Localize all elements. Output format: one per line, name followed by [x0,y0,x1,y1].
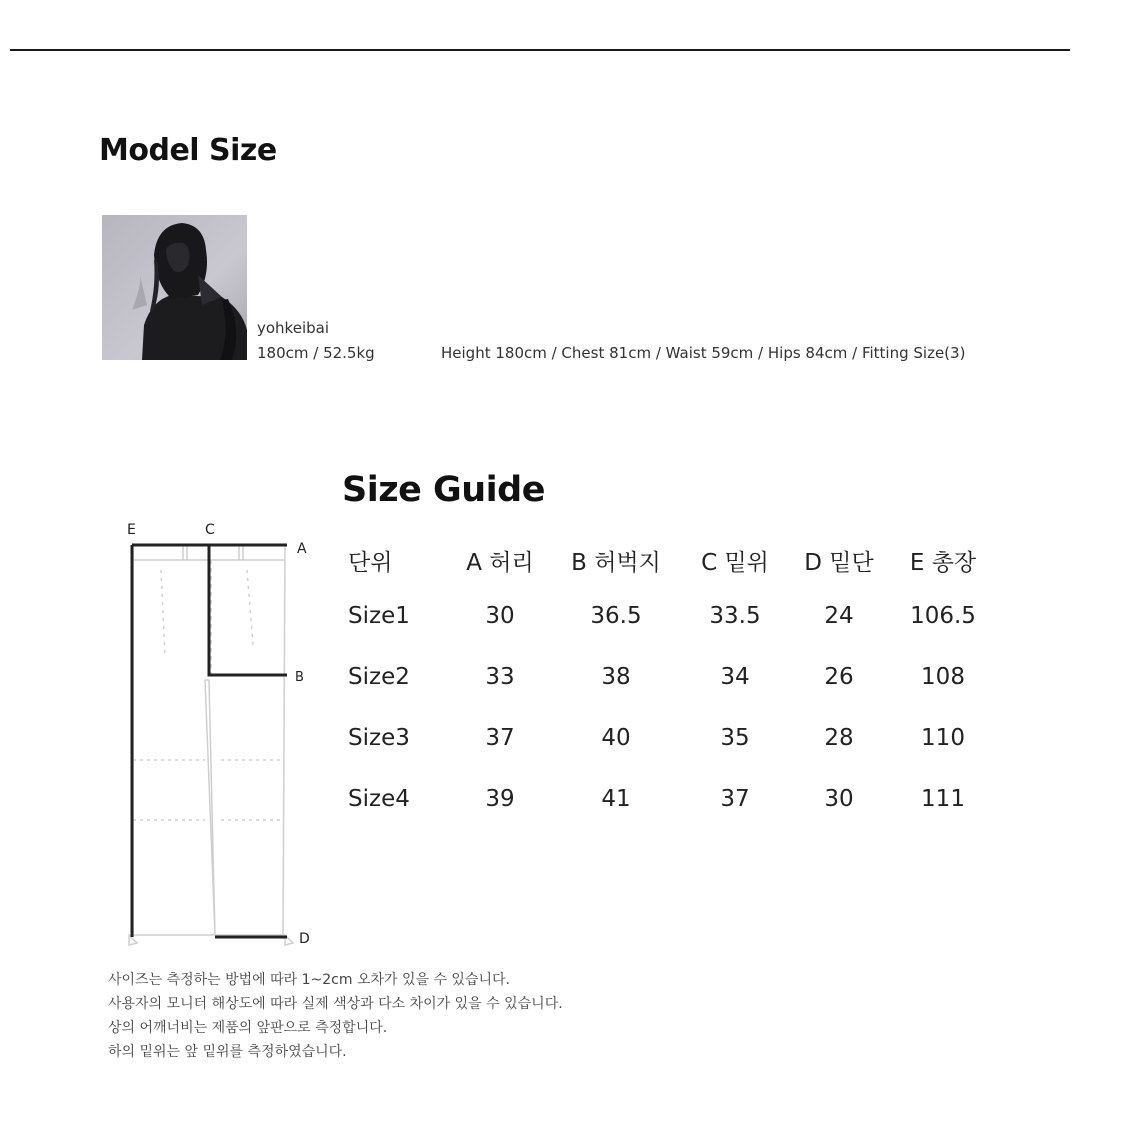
diagram-label-b: B [295,670,304,685]
size-table [340,535,998,829]
note-item: 하의 밑위는 앞 밑위를 측정하였습니다. [108,1044,347,1060]
header-unit: 단위 [348,549,393,576]
table-cell: 108 [921,663,965,690]
note-item: 상의 어깨너비는 제품의 앞판으로 측정합니다. [108,1020,388,1036]
size-label: Size4 [348,785,410,812]
size-label: Size1 [348,602,410,629]
pants-measurement-diagram [115,515,320,955]
header-hem: D 밑단 [804,549,874,576]
table-cell: 33 [485,663,515,690]
table-row [340,585,998,646]
table-cell: 34 [720,663,750,690]
model-size-title: Model Size [99,133,277,168]
size-table-header-row [340,535,998,585]
table-cell: 38 [601,663,631,690]
note-item: 사용자의 모니터 해상도에 따라 실제 색상과 다소 차이가 있을 수 있습니다. [108,996,563,1012]
table-cell: 24 [824,602,854,629]
model-name: yohkeibai [257,319,329,337]
size-label: Size2 [348,663,410,690]
size-label: Size3 [348,724,410,751]
diagram-label-c: C [205,522,215,538]
note-item: 사이즈는 측정하는 방법에 따라 1~2cm 오차가 있을 수 있습니다. [108,972,510,988]
header-thigh: B 허벅지 [571,549,661,576]
table-cell: 33.5 [709,602,761,629]
size-notes [108,968,563,1064]
header-length: E 총장 [909,549,977,576]
table-cell: 26 [824,663,854,690]
table-row [340,707,998,768]
model-measurements: Height 180cm / Chest 81cm / Waist 59cm / Hips 84cm / Fitting Size(3) [441,344,966,362]
table-cell: 35 [720,724,750,751]
table-cell: 37 [485,724,515,751]
table-cell: 30 [824,785,854,812]
table-cell: 28 [824,724,854,751]
table-cell: 110 [921,724,965,751]
table-cell: 41 [601,785,631,812]
table-cell: 111 [921,785,965,812]
table-cell: 106.5 [910,602,976,629]
table-cell: 37 [720,785,750,812]
top-divider [10,49,1070,51]
table-row [340,768,998,829]
model-height-weight: 180cm / 52.5kg [257,344,375,362]
size-guide-title: Size Guide [342,470,545,510]
diagram-label-e: E [127,522,136,538]
table-row [340,646,998,707]
diagram-label-a: A [297,541,307,557]
model-photo [102,215,247,360]
table-cell: 40 [601,724,631,751]
diagram-label-d: D [299,931,310,947]
table-cell: 39 [485,785,515,812]
header-waist: A 허리 [466,549,534,576]
table-cell: 36.5 [590,602,642,629]
table-cell: 30 [485,602,515,629]
header-rise: C 밑위 [701,549,769,576]
